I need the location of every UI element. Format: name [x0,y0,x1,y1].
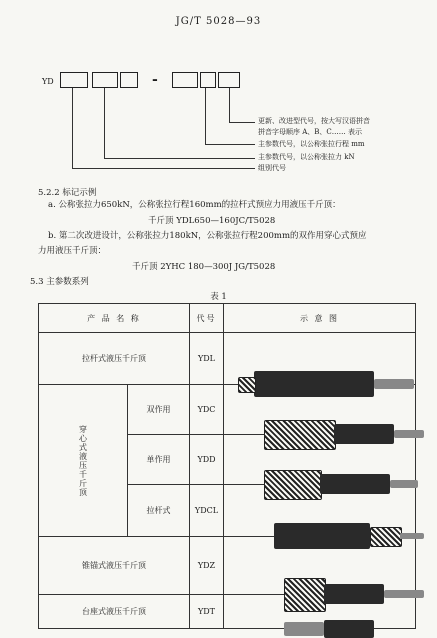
code-box-stroke-2 [200,72,216,88]
desc-revision-2: 拼音字母顺序 A、B、C…… 表示 [258,128,363,136]
row-name: 台座式液压千斤顶 [39,595,190,629]
table-title: 表 1 [210,292,227,302]
row-code: YDZ [190,537,224,595]
code-box-stroke [172,72,198,88]
row-name: 拉杆式 [128,485,190,537]
diagram-ydl [224,333,416,385]
group-label-cell [39,385,128,537]
desc-group: 组别代号 [258,164,286,172]
row-code: YDC [190,385,224,435]
row-code: YDD [190,435,224,485]
example-b-mark: 千斤顶 2YHC 180—300J JG/T5028 [132,262,276,272]
code-box-revision [218,72,240,88]
col-header-name: 产 品 名 称 [39,304,190,333]
row-name: 单作用 [128,435,190,485]
row-code: YDL [190,333,224,385]
example-b-text-2: 力用液压千斤顶： [38,246,107,256]
col-header-code: 代号 [190,304,224,333]
row-name: 拉杆式液压千斤顶 [39,333,190,385]
row-name: 锥锚式液压千斤顶 [39,537,190,595]
row-code: YDCL [190,485,224,537]
example-a-mark: 千斤顶 YDL650—160JC/T5028 [148,216,276,226]
example-a-text: a. 公称张拉力650kN，公称张拉行程160mm的拉杆式预应力用液压千斤顶： [48,200,341,210]
section-522-heading: 5.2.2 标记示例 [38,188,97,198]
code-box-group [60,72,88,88]
desc-revision: 更新、改进型代号，按大写汉语拼音 [258,117,370,125]
product-table [38,303,416,629]
section-53-heading: 5.3 主参数系列 [30,277,89,287]
group-label: 穿心式液压千斤顶 [78,424,88,497]
col-header-diagram: 示 意 图 [224,304,416,333]
row-name: 双作用 [128,385,190,435]
example-b-text: b. 第二次改进设计，公称张拉力180kN，公称张拉行程200mm的双作用穿心式预应 [48,231,367,241]
code-box-force-2 [120,72,138,88]
table-header-row [39,304,416,333]
code-box-force [92,72,118,88]
table-row [39,333,416,385]
standard-header: JG/T 5028—93 [175,16,262,27]
desc-force: 主参数代号，以公称张拉力 kN [258,153,355,161]
row-code: YDT [190,595,224,629]
code-dash: - [152,72,158,88]
code-prefix: YD [42,77,54,86]
desc-stroke: 主参数代号，以公称张拉行程 mm [258,140,365,148]
